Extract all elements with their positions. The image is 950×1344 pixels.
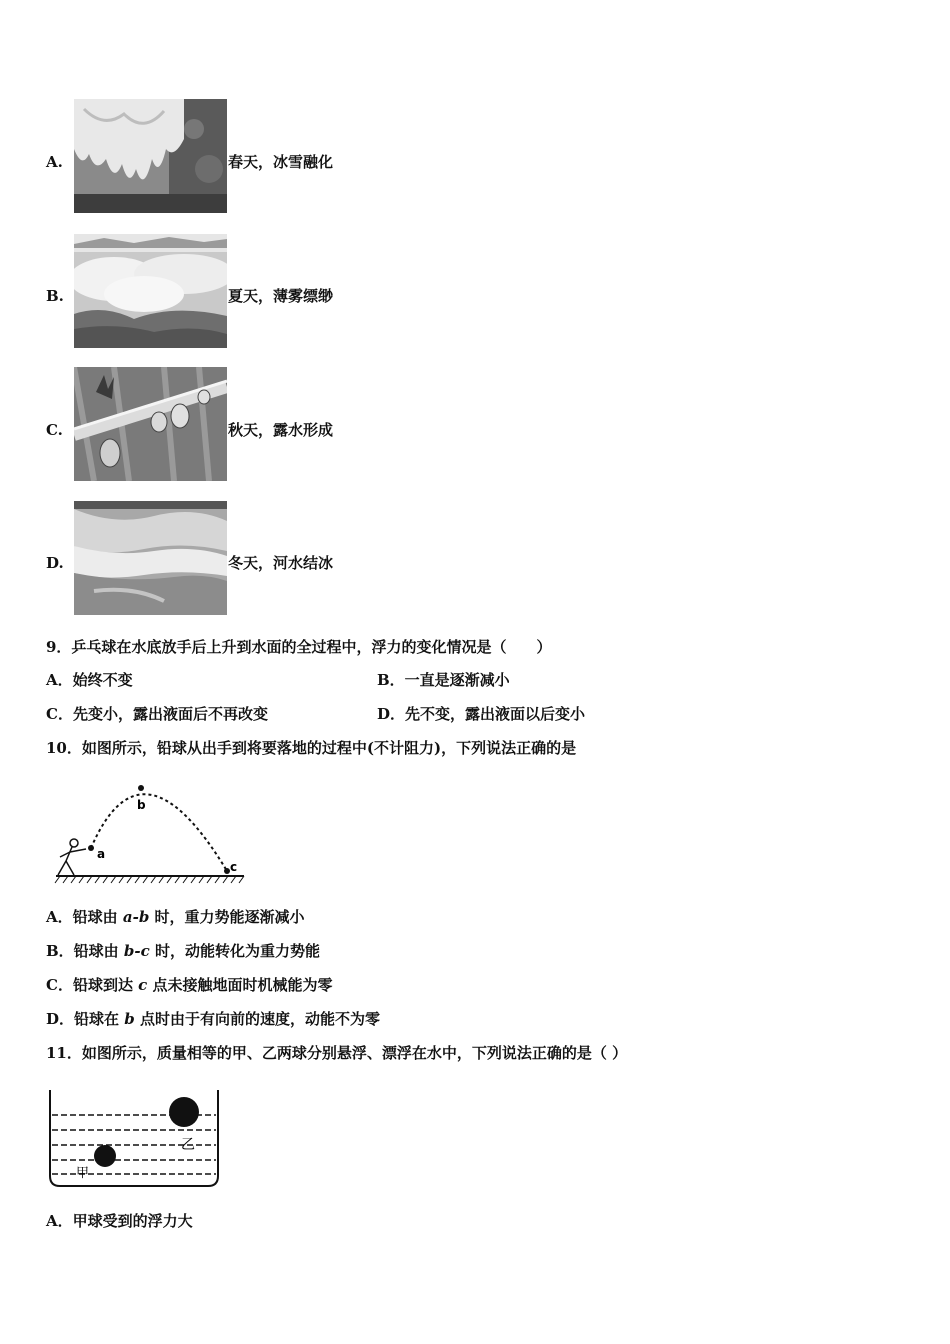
q9-option-d: D．先不变，露出液面以后变小 [377, 705, 586, 723]
mist-photo [74, 234, 227, 348]
option-letter: C. [46, 421, 63, 439]
ground-hatching [55, 876, 244, 883]
q9-option-c: C．先变小，露出液面后不再改变 [46, 705, 268, 723]
option-letter: D. [46, 554, 64, 572]
q10-option-c: C．铅球到达 c 点未接触地面时机械能为零 [46, 976, 333, 994]
label-yi: 乙 [181, 1137, 195, 1153]
q11-option-a: A．甲球受到的浮力大 [46, 1212, 193, 1230]
dew-photo [74, 367, 227, 481]
melting-ice-photo [74, 99, 227, 213]
ball-yi [169, 1097, 199, 1127]
option-letter: A. [46, 153, 63, 171]
q10-option-a: A．铅球由 a-b 时，重力势能逐渐减小 [46, 908, 305, 926]
option-caption: 冬天，河水结冰 [228, 554, 334, 572]
shot-put-figure [50, 775, 250, 887]
point-a-marker [88, 845, 94, 851]
frozen-river-photo [74, 501, 227, 615]
label-c: c [230, 860, 238, 874]
floating-balls-figure [44, 1088, 224, 1190]
label-b: b [137, 798, 146, 812]
q11-stem: 11．如图所示，质量相等的甲、乙两球分别悬浮、漂浮在水中，下列说法正确的是（ ） [46, 1044, 628, 1062]
option-caption: 春天，冰雪融化 [228, 153, 334, 171]
option-letter: B. [46, 287, 64, 305]
trajectory-path [91, 794, 227, 871]
thrower-icon [58, 839, 86, 875]
q10-option-b: B．铅球由 b-c 时，动能转化为重力势能 [46, 942, 320, 960]
q10-stem: 10．如图所示，铅球从出手到将要落地的过程中(不计阻力)，下列说法正确的是 [46, 739, 577, 757]
option-caption: 秋天，露水形成 [228, 421, 334, 439]
q9-option-b: B．一直是逐渐减小 [377, 671, 510, 689]
q10-option-d: D．铅球在 b 点时由于有向前的速度，动能不为零 [46, 1010, 380, 1028]
point-b-marker [138, 785, 144, 791]
q9-option-a: A．始终不变 [46, 671, 133, 689]
option-caption: 夏天，薄雾缥缈 [228, 287, 334, 305]
label-a: a [97, 847, 106, 861]
ball-jia [94, 1145, 116, 1167]
label-jia: 甲 [76, 1166, 90, 1181]
q9-stem: 9．乒乓球在水底放手后上升到水面的全过程中，浮力的变化情况是（ ） [46, 638, 552, 656]
